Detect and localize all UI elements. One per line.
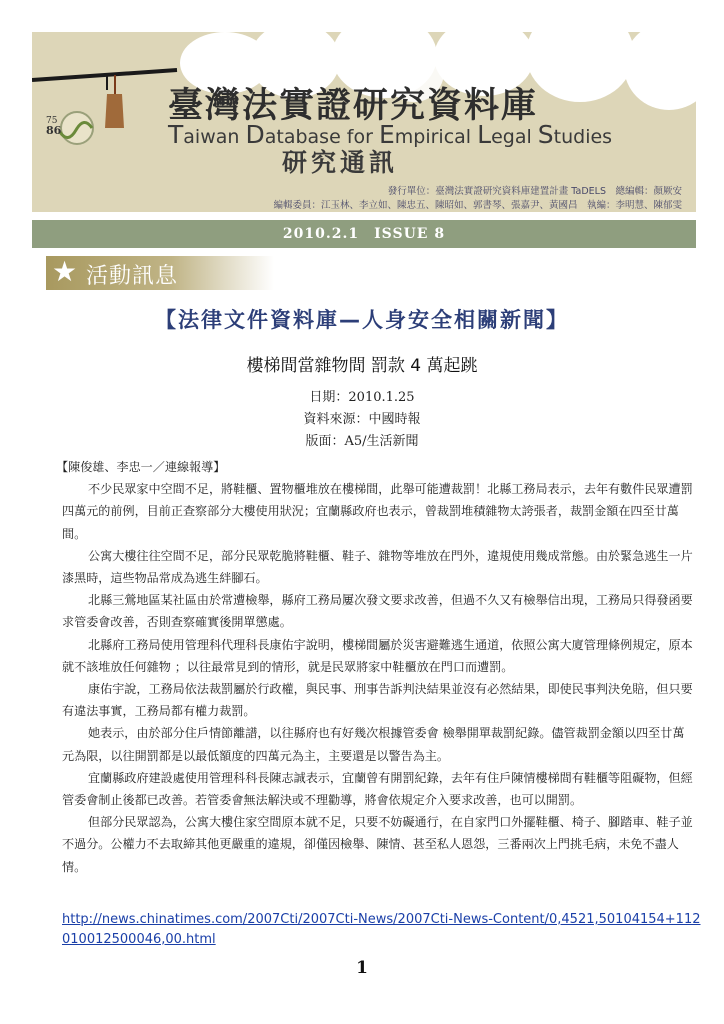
article-byline: 【陳俊雄、李忠一／連線報導】 <box>56 460 226 474</box>
article-paragraph: 宜蘭縣政府建設處使用管理科科長陳志誠表示，宜蘭曾有開罰紀錄，去年有住戶陳情樓梯間有鞋櫃等阻礙物，但經管委會制止後都已改善。若管委會無法解決或不理勸導，將會依規定介入要求改善，也可以開罰。 <box>62 770 693 808</box>
editor-credits: 編輯委員：江玉林、李立如、陳忠五、陳昭如、郭書琴、張嘉尹、黃國昌 執編：李明慧、陳郁雯 <box>273 200 682 211</box>
page-headline: 【法律文件資料庫—人身安全相關新聞】 <box>155 308 569 332</box>
article-paragraph: 但部分民眾認為，公寓大樓住家空間原本就不足，只要不妨礙通行，在自家門口外擺鞋櫃、椅子、腳踏車、鞋子並不過分。公權力不去取締其他更嚴重的違規，卻僅因檢舉、陳情、甚至私人恩怨，三番兩次上門挑毛病，未免不盡人情。 <box>62 815 693 874</box>
article-page: 版面：A5/生活新聞 <box>305 434 419 449</box>
database-title: 臺灣法實證研究資料庫 <box>168 86 539 126</box>
article-source: 資料來源：中國時報 <box>303 412 421 427</box>
article-paragraph: 公寓大樓往往空間不足，部分民眾乾脆將鞋櫃、鞋子、雜物等堆放在門外，違規使用幾成常態。由於緊急逃生一片漆黑時，這些物品常成為逃生絆腳石。 <box>62 548 693 586</box>
banner-bubble <box>526 32 634 102</box>
article-title: 樓梯間當雜物間 罰款 4 萬起跳 <box>246 356 478 376</box>
issue-bar: 2010.2.1 ISSUE 8 <box>32 220 696 248</box>
sign-number: 86 <box>46 124 62 137</box>
article-paragraph: 她表示，由於部分住戶情節離譜，以往縣府也有好幾次根據管委會 檢舉開單裁罰紀錄。儘管裁罰金額以四至廿萬元為限，以往開罰都是以最低額度的四萬元為主，主要還是以警告為主。 <box>62 726 685 763</box>
article-paragraph: 北縣府工務局使用管理科代理科長康佑宇說明，樓梯間屬於災害避難逃生通道，依照公寓大廈管理條例規定，原本就不該堆放任何雜物 ；以往最常見到的情形，就是民眾將家中鞋櫃放在門口而遭罰。 <box>62 637 693 674</box>
page-number: 1 <box>356 958 368 978</box>
newsletter-subtitle: 研究通訊 <box>282 148 399 177</box>
article-paragraph: 康佑宇說，工務局依法裁罰屬於行政權，與民事、刑事告訴判決結果並沒有必然結果，即使民事判決免賠，但只要有違法事實，工務局都有權力裁罰。 <box>62 682 693 719</box>
article-source-link[interactable]: http://news.chinatimes.com/2007Cti/2007Cti-News/2007Cti-News-Content/0,4521,50104154+112010012500046,00.html <box>62 912 701 947</box>
banner-bubble <box>624 32 696 110</box>
sign-number: 75 <box>46 116 58 126</box>
section-label: 活動訊息 <box>86 264 179 289</box>
article-paragraph: 北縣三鶯地區某社區由於常遭檢舉，縣府工務局屢次發文要求改善，但過不久又有檢舉信出現，工務局只得發函要求管委會改善，否則查察確實後開單懲處。 <box>62 593 693 630</box>
article-date: 日期：2010.1.25 <box>309 390 415 405</box>
star-icon: ★ <box>52 255 78 288</box>
article-body <box>56 456 694 878</box>
article-paragraph: 不少民眾家中空間不足，將鞋櫃、置物櫃堆放在樓梯間，此舉可能遭裁罰！北縣工務局表示，去年有數件民眾遭罰四萬元的前例，目前正查察部分大樓使用狀況；宜蘭縣政府也表示，曾裁罰堆積雜物太誇張者，裁罰金額在四至廿萬間。 <box>62 482 693 541</box>
database-title-english: Taiwan Database for Empirical Legal Studies <box>168 120 613 149</box>
publisher-credits: 發行單位：臺灣法實證研究資料庫建置計畫 TaDELS 總編輯：顏厥安 <box>387 186 682 197</box>
